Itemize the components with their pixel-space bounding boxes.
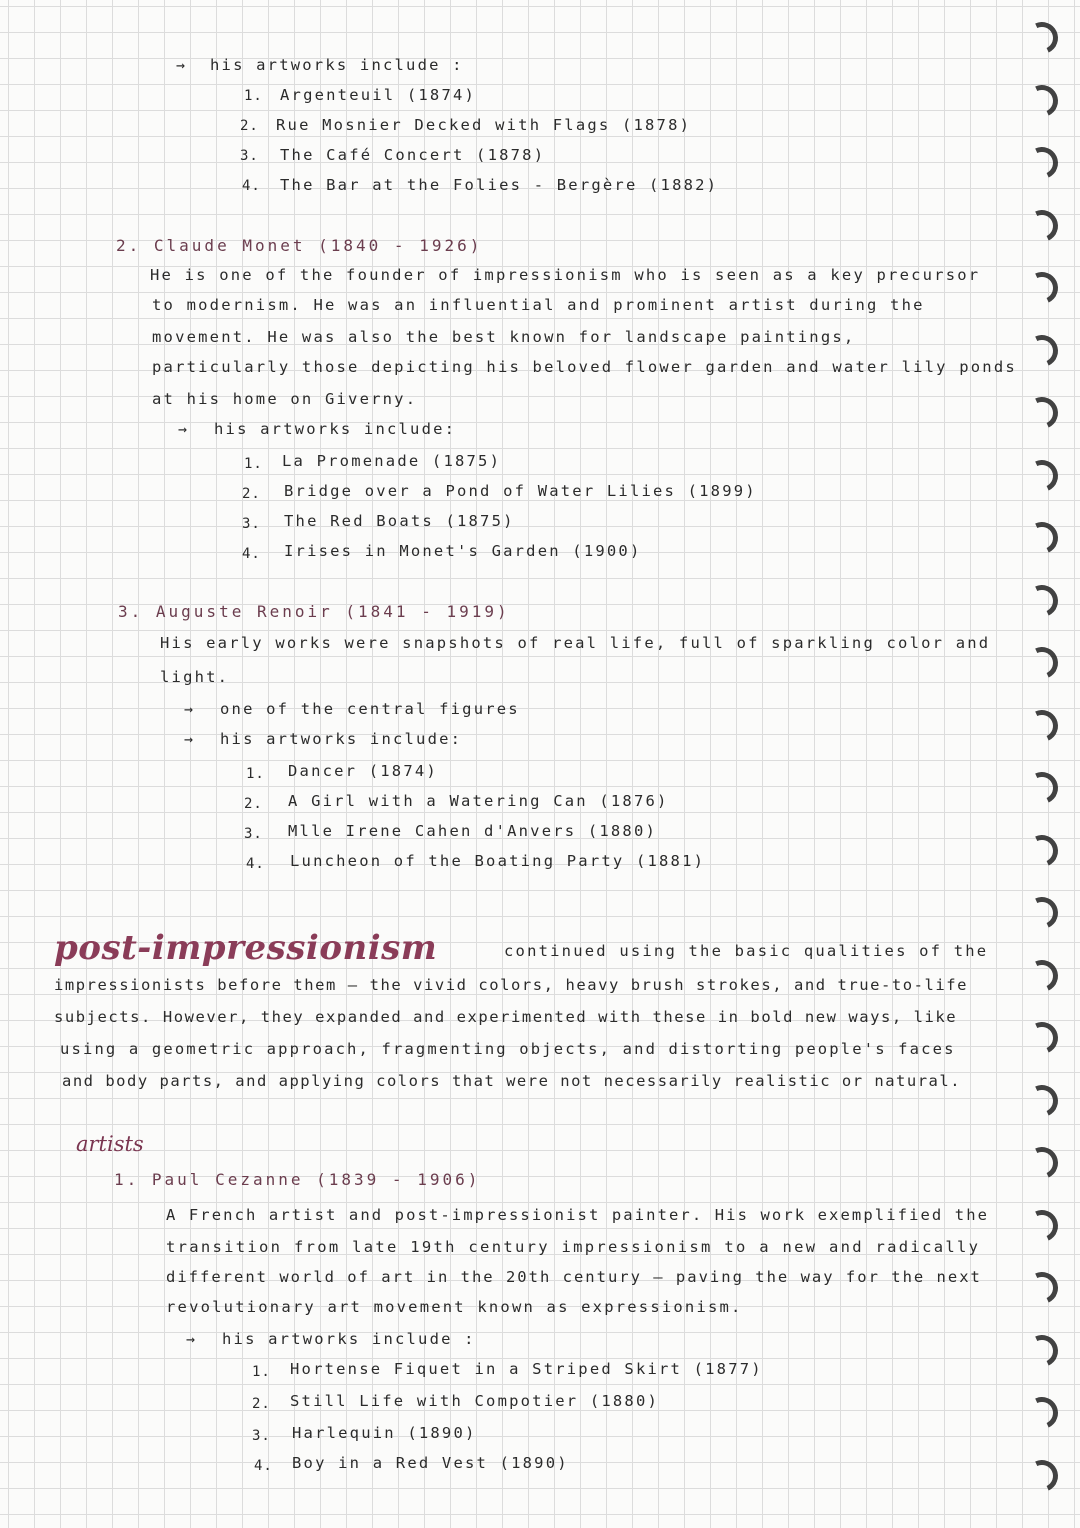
binding-ring	[1021, 267, 1062, 308]
list-item: The Café Concert (1878)	[280, 146, 546, 164]
binding-ring	[1021, 1017, 1062, 1058]
paragraph-line: His early works were snapshots of real life, full of sparkling color and	[160, 634, 991, 652]
list-item: The Bar at the Folies - Bergère (1882)	[280, 176, 719, 194]
binding-ring	[1021, 642, 1062, 683]
arrow-icon: →	[178, 420, 188, 438]
paragraph-line: revolutionary art movement known as expressionism.	[166, 1298, 743, 1316]
cezanne-works-intro: his artworks include :	[222, 1330, 476, 1348]
manet-works-intro: his artworks include :	[210, 56, 464, 74]
list-item: Bridge over a Pond of Water Lilies (1899)	[284, 482, 757, 500]
list-item: Dancer (1874)	[288, 762, 438, 780]
list-number: 2.	[242, 486, 261, 502]
paragraph-line: different world of art in the 20th century — paving the way for the next	[166, 1268, 982, 1286]
paragraph-line: light.	[160, 668, 230, 686]
binding-ring	[1021, 1392, 1062, 1433]
artist-heading-cezanne: 1. Paul Cezanne (1839 - 1906)	[114, 1170, 481, 1189]
binding-ring	[1021, 1267, 1062, 1308]
list-number: 1.	[244, 88, 263, 104]
paragraph-line: particularly those depicting his beloved flower garden and water lily ponds	[152, 358, 1017, 376]
list-item: Irises in Monet's Garden (1900)	[284, 542, 642, 560]
binding-ring	[1021, 80, 1062, 121]
list-number: 4.	[242, 546, 261, 562]
binding-ring	[1021, 1455, 1062, 1496]
binding-ring	[1021, 1080, 1062, 1121]
list-number: 4.	[246, 856, 265, 872]
list-item: La Promenade (1875)	[282, 452, 502, 470]
paragraph-line: He is one of the founder of impressionism who is seen as a key precursor	[150, 266, 981, 284]
paragraph-line: impressionists before them — the vivid colors, heavy brush strokes, and true-to-life	[54, 976, 969, 994]
list-item: Luncheon of the Boating Party (1881)	[290, 852, 706, 870]
binding-ring	[1021, 830, 1062, 871]
list-number: 3.	[240, 148, 259, 164]
paragraph-line: continued using the basic qualities of the	[504, 942, 989, 960]
list-number: 2.	[240, 118, 259, 134]
list-number: 1.	[252, 1364, 271, 1380]
binding-ring	[1021, 892, 1062, 933]
paragraph-line: subjects. However, they expanded and experimented with these in bold new ways, like	[54, 1008, 958, 1026]
paragraph-line: using a geometric approach, fragmenting objects, and distorting people's faces	[60, 1040, 956, 1058]
list-item: Still Life with Compotier (1880)	[290, 1392, 660, 1410]
binding-ring	[1021, 330, 1062, 371]
artists-label: artists	[76, 1132, 144, 1156]
list-item: The Red Boats (1875)	[284, 512, 515, 530]
arrow-icon: →	[176, 56, 186, 74]
paragraph-line: movement. He was also the best known for landscape paintings,	[152, 328, 856, 346]
list-number: 3.	[244, 826, 263, 842]
list-item: Harlequin (1890)	[292, 1424, 477, 1442]
spiral-binding	[1022, 22, 1072, 1522]
paragraph-line: transition from late 19th century impressionism to a new and radically	[166, 1238, 981, 1256]
binding-ring	[1021, 705, 1062, 746]
arrow-icon: →	[184, 730, 194, 748]
binding-ring	[1021, 142, 1062, 183]
monet-works-intro: his artworks include:	[214, 420, 457, 438]
list-number: 1.	[244, 456, 263, 472]
binding-ring	[1021, 205, 1062, 246]
list-item: Boy in a Red Vest (1890)	[292, 1454, 569, 1472]
paragraph-line: at his home on Giverny.	[152, 390, 418, 408]
list-item: Hortense Fiquet in a Striped Skirt (1877)	[290, 1360, 763, 1378]
arrow-icon: →	[184, 700, 194, 718]
arrow-icon: →	[186, 1330, 196, 1348]
list-number: 3.	[252, 1428, 271, 1444]
list-number: 4.	[242, 178, 261, 194]
list-number: 2.	[244, 796, 263, 812]
list-number: 4.	[254, 1458, 273, 1474]
list-number: 3.	[242, 516, 261, 532]
section-title-post-impressionism: post-impressionism	[54, 928, 438, 968]
binding-ring	[1021, 1330, 1062, 1371]
list-number: 2.	[252, 1396, 271, 1412]
binding-ring	[1021, 1205, 1062, 1246]
artist-heading-renoir: 3. Auguste Renoir (1841 - 1919)	[118, 602, 510, 621]
paragraph-line: A French artist and post-impressionist painter. His work exemplified the	[166, 1206, 990, 1224]
renoir-works-intro: his artworks include:	[220, 730, 463, 748]
binding-ring	[1021, 955, 1062, 996]
binding-ring	[1021, 1142, 1062, 1183]
list-item: Mlle Irene Cahen d'Anvers (1880)	[288, 822, 658, 840]
paragraph-line: and body parts, and applying colors that were not necessarily realistic or natural.	[62, 1072, 962, 1090]
binding-ring	[1021, 580, 1062, 621]
list-number: 1.	[246, 766, 265, 782]
binding-ring	[1021, 455, 1062, 496]
binding-ring	[1021, 767, 1062, 808]
renoir-note: one of the central figures	[220, 700, 520, 718]
list-item: A Girl with a Watering Can (1876)	[288, 792, 669, 810]
binding-ring	[1021, 17, 1062, 58]
paragraph-line: to modernism. He was an influential and prominent artist during the	[152, 296, 925, 314]
list-item: Rue Mosnier Decked with Flags (1878)	[276, 116, 692, 134]
list-item: Argenteuil (1874)	[280, 86, 477, 104]
binding-ring	[1021, 517, 1062, 558]
artist-heading-monet: 2. Claude Monet (1840 - 1926)	[116, 236, 483, 255]
binding-ring	[1021, 392, 1062, 433]
